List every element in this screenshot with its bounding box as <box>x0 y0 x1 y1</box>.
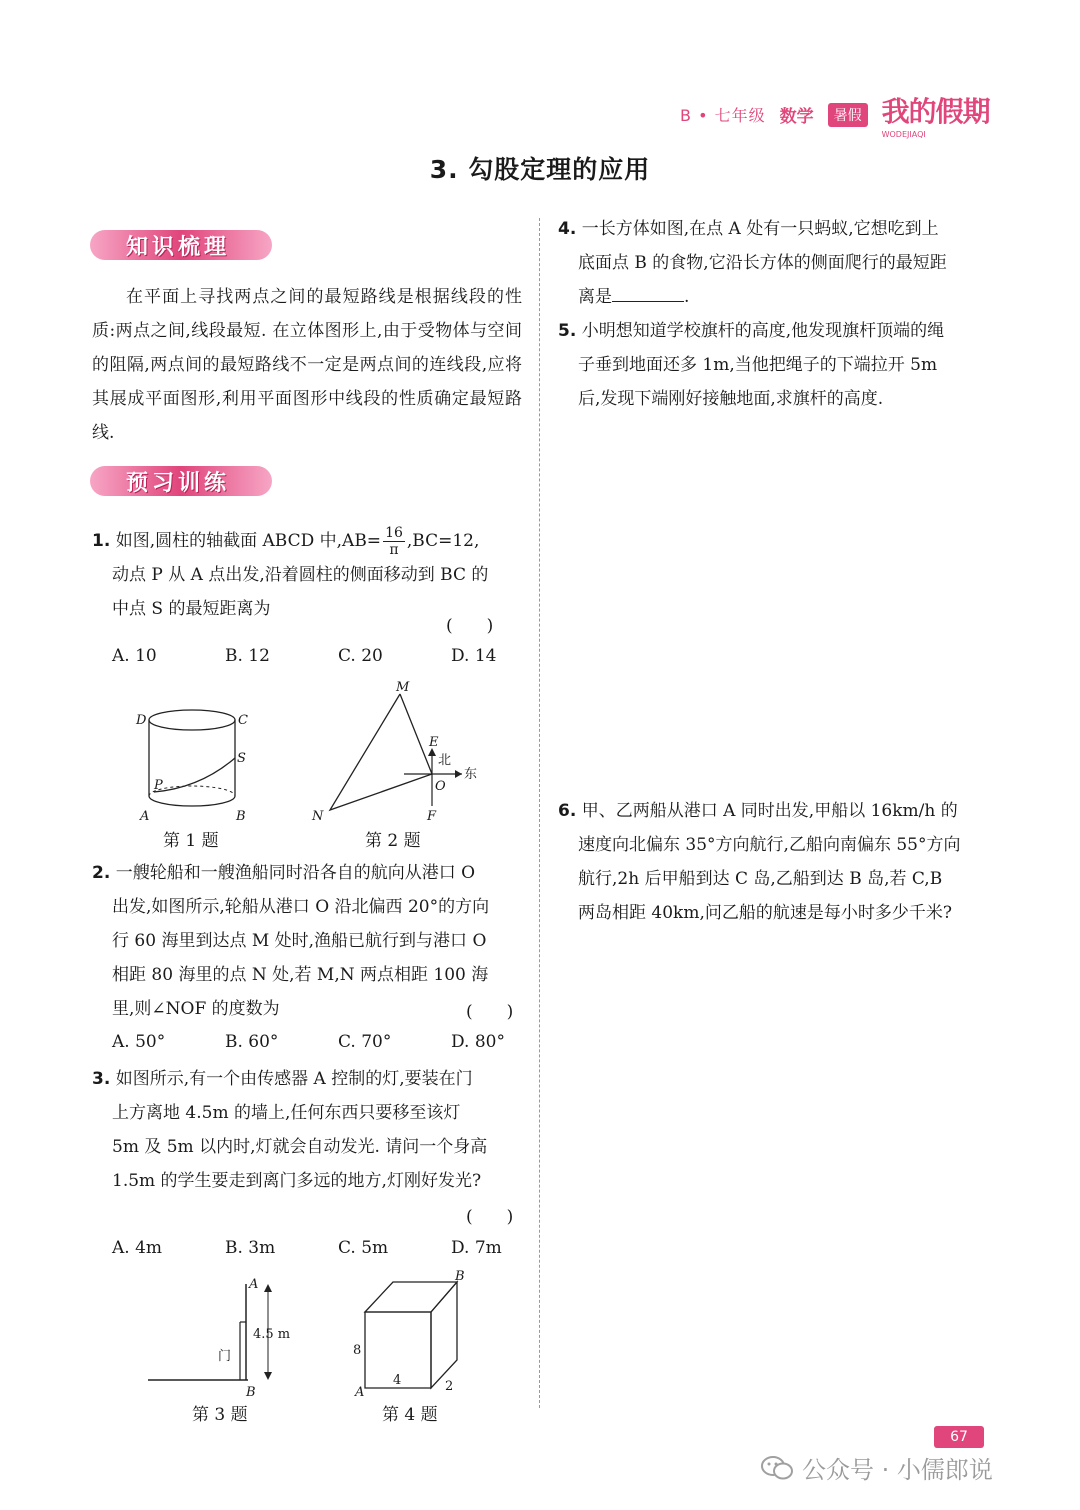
option-c: C. 5m <box>338 1238 389 1258</box>
q2-text: 一艘轮船和一艘渔船同时沿各自的航向从港口 O <box>115 863 476 883</box>
answer-bracket: ( ) <box>466 1002 514 1022</box>
question-5 <box>558 314 998 416</box>
label-O: O <box>435 779 446 794</box>
arrow-down-icon <box>264 1372 272 1380</box>
q3-line4: 1.5m 的学生要走到离门多远的地方,灯刚好发光? <box>112 1171 482 1191</box>
option-b: B. 60° <box>225 1032 279 1052</box>
label-S: S <box>237 751 246 766</box>
q2-line3: 行 60 海里到达点 M 处时,渔船已航行到与港口 O <box>112 931 487 951</box>
q6-line4: 两岛相距 40km,问乙船的航速是每小时多少千米? <box>578 903 952 923</box>
option-a: A. 50° <box>112 1032 166 1052</box>
figure-1-caption: 第 1 题 <box>163 831 219 851</box>
q2-options <box>112 1032 564 1052</box>
label-depth: 2 <box>445 1379 454 1394</box>
q6-line2: 速度向北偏东 35°方向航行,乙船向南偏东 55°方向 <box>578 835 961 855</box>
figure-2-triangle <box>300 680 490 830</box>
label-B: B <box>455 1269 465 1284</box>
q4-text-post: . <box>684 287 690 307</box>
figure-4-caption: 第 4 题 <box>382 1405 438 1425</box>
east-arrow-icon <box>455 770 462 778</box>
q3-options <box>112 1238 564 1258</box>
page-header <box>680 90 990 139</box>
label-P: P <box>154 778 163 793</box>
label-N: N <box>312 809 324 824</box>
column-divider <box>539 218 540 1408</box>
label-F: F <box>427 809 437 824</box>
option-b: B. 3m <box>225 1238 276 1258</box>
banner-label: 知识梳理 <box>126 235 231 260</box>
question-6 <box>558 794 998 930</box>
label-east: 东 <box>464 767 478 782</box>
watermark-text: 公众号 · 小儒郎说 <box>802 1456 993 1484</box>
logo-text: 我的假期 <box>881 95 990 128</box>
q5-line2: 子垂到地面还多 1m,当他把绳子的下端拉开 5m <box>578 355 938 375</box>
q1-options <box>112 646 564 666</box>
label-B: B <box>246 1385 256 1400</box>
question-number: 1. <box>92 531 111 551</box>
answer-blank <box>612 283 684 302</box>
option-a: A. 4m <box>112 1238 163 1258</box>
option-c: C. 20 <box>338 646 383 666</box>
banner-label: 预习训练 <box>126 471 231 496</box>
q2-line5: 里,则∠NOF 的度数为 <box>112 999 280 1019</box>
label-north: 北 <box>438 753 452 768</box>
option-a: A. 10 <box>112 646 157 666</box>
page-number: 67 <box>934 1426 984 1448</box>
q4-line3 <box>558 280 998 314</box>
q3-line2: 上方离地 4.5m 的墙上,任何东西只要移至该灯 <box>112 1103 461 1123</box>
q1-text-b: ,BC=12, <box>406 531 480 551</box>
label-A: A <box>355 1385 365 1400</box>
cylinder-top <box>149 710 235 730</box>
question-number: 5. <box>558 321 577 341</box>
fraction-numerator: 16 <box>385 525 403 541</box>
figure-2-caption: 第 2 题 <box>365 831 421 851</box>
figure-3-wall <box>140 1272 310 1402</box>
q5-text: 小明想知道学校旗杆的高度,他发现旗杆顶端的绳 <box>581 321 945 341</box>
question-number: 2. <box>92 863 111 883</box>
question-number: 4. <box>558 219 577 239</box>
shortest-path-curve <box>154 758 235 792</box>
watermark <box>760 1450 993 1485</box>
wechat-icon <box>760 1455 794 1481</box>
option-d: D. 80° <box>451 1032 505 1052</box>
label-A: A <box>249 1277 259 1292</box>
q4-text-pre: 离是 <box>578 287 612 307</box>
label-M: M <box>396 680 410 695</box>
label-D: D <box>136 713 147 728</box>
q6-line3: 航行,2h 后甲船到达 C 岛,乙船到达 B 岛,若 C,B <box>578 869 943 889</box>
fraction-denominator: π <box>389 542 399 558</box>
answer-bracket: ( ) <box>446 616 494 636</box>
q4-line2: 底面点 B 的食物,它沿长方体的侧面爬行的最短距 <box>578 253 947 273</box>
q3-line1 <box>92 1062 532 1096</box>
label-C: C <box>238 713 248 728</box>
arrow-up-icon <box>264 1284 272 1292</box>
figure-4-cuboid <box>345 1268 485 1398</box>
q6-text: 甲、乙两船从港口 A 同时出发,甲船以 16km/h 的 <box>581 801 958 821</box>
q1-line1 <box>92 524 532 558</box>
triangle-MNO <box>330 694 432 810</box>
fraction <box>383 525 405 558</box>
label-A: A <box>140 809 150 824</box>
question-number: 6. <box>558 801 577 821</box>
page-title: 3. 勾股定理的应用 <box>429 155 651 184</box>
q1-line2: 动点 P 从 A 点出发,沿着圆柱的侧面移动到 BC 的 <box>112 565 489 585</box>
label-width: 4 <box>393 1373 402 1388</box>
question-3 <box>92 1062 532 1198</box>
option-c: C. 70° <box>338 1032 392 1052</box>
answer-bracket: ( ) <box>466 1207 514 1227</box>
question-number: 3. <box>92 1069 111 1089</box>
section-banner-practice <box>90 462 272 502</box>
q5-line1 <box>558 314 998 348</box>
option-b: B. 12 <box>225 646 270 666</box>
q3-line3: 5m 及 5m 以内时,灯就会自动发光. 请问一个身高 <box>112 1137 488 1157</box>
knowledge-paragraph: 在平面上寻找两点之间的最短路线是根据线段的性质:两点之间,线段最短. 在立体图形上,由于受物体与空间的阻隔,两点间的最短路线不一定是两点间的连线段,应将其展成平面图形,利用平面图形中线段的性质确定最短路线. <box>92 287 522 443</box>
logo-subtext: WODEJIAQI <box>881 130 926 139</box>
label-E: E <box>429 735 439 750</box>
label-door: 门 <box>218 1349 232 1364</box>
option-d: D. 14 <box>451 646 497 666</box>
header-badge: 暑假 <box>828 103 868 127</box>
q3-text: 如图所示,有一个由传感器 A 控制的灯,要装在门 <box>115 1069 473 1089</box>
question-4 <box>558 212 998 314</box>
cylinder-bottom-front <box>149 796 235 806</box>
figure-1-cylinder <box>130 700 260 830</box>
header-subject: 数学 <box>779 107 814 127</box>
header-grade: B • 七年级 <box>680 106 766 125</box>
q6-line1 <box>558 794 998 828</box>
cuboid-side <box>431 1282 457 1388</box>
q2-line1 <box>92 856 532 890</box>
option-d: D. 7m <box>451 1238 502 1258</box>
q1-line3: 中点 S 的最短距离为 <box>112 599 271 619</box>
header-logo <box>882 90 990 139</box>
q2-line4: 相距 80 海里的点 N 处,若 M,N 两点相距 100 海 <box>112 965 489 985</box>
q2-line2: 出发,如图所示,轮船从港口 O 沿北偏西 20°的方向 <box>112 897 490 917</box>
q4-text: 一长方体如图,在点 A 处有一只蚂蚁,它想吃到上 <box>581 219 939 239</box>
q4-line1 <box>558 212 998 246</box>
label-height: 4.5 m <box>253 1327 291 1342</box>
section-banner-knowledge <box>90 226 272 266</box>
label-B: B <box>236 809 246 824</box>
q5-line3: 后,发现下端刚好接触地面,求旗杆的高度. <box>578 389 884 409</box>
figure-3-caption: 第 3 题 <box>192 1405 248 1425</box>
label-height: 8 <box>353 1343 362 1358</box>
q1-text-a: 如图,圆柱的轴截面 ABCD 中,AB= <box>115 531 382 551</box>
